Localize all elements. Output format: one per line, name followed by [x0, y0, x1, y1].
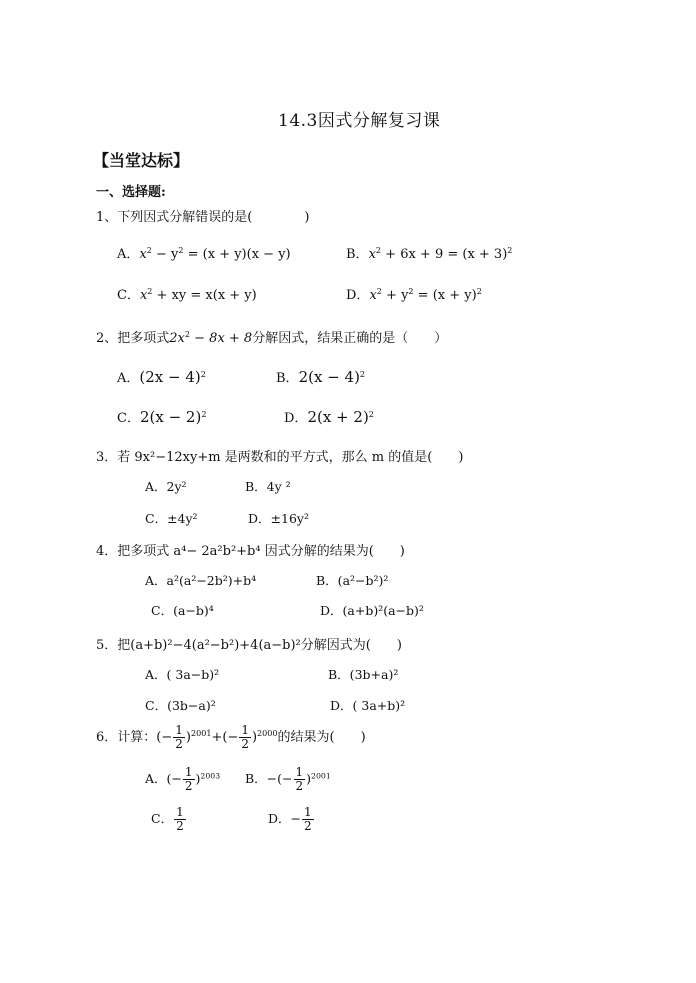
- fraction: $\frac{1}{2}$: [184, 765, 193, 793]
- question-2-stem: 2、把多项式$2x^2 - 8x + 8$分解因式，结果正确的是（ ）: [96, 330, 448, 346]
- question-2-option-d: D．$2(x + 2)^2$: [284, 408, 374, 426]
- question-4-option-a: A．a²(a²−2b²)+b⁴: [145, 573, 257, 588]
- fraction: $\frac{1}{2}$: [176, 805, 184, 833]
- fraction: $\frac{1}{2}$: [304, 805, 312, 833]
- question-1-stem: 1、下列因式分解错误的是( ): [96, 210, 310, 225]
- section-heading: 【当堂达标】: [93, 151, 190, 170]
- question-3-option-c: C．±4y²: [145, 511, 198, 526]
- question-4-option-d: D．(a+b)²(a−b)²: [320, 603, 424, 618]
- fraction: $\frac{1}{2}$: [295, 765, 304, 793]
- question-5-stem: 5．把(a+b)²−4(a²−b²)+4(a−b)²分解因式为( ): [96, 638, 402, 653]
- question-6-option-c: C． $\frac{1}{2}$: [151, 805, 184, 833]
- question-3-option-a: A．2y²: [145, 479, 187, 494]
- question-6-option-d: D．− $\frac{1}{2}$: [268, 805, 312, 833]
- question-4-option-b: B．(a²−b²)²: [316, 573, 389, 588]
- question-2-option-b: B．$2(x - 4)^2$: [276, 368, 366, 386]
- question-6-stem: 6．计算：(− $\frac{1}{2}$ )$^{2001}$+(− $\frac{1}{2}$ )$^{2000}$的结果为( ): [96, 723, 366, 751]
- question-6-option-a: A．(− $\frac{1}{2}$ )$^{2003}$: [145, 765, 221, 793]
- question-4-option-c: C．(a−b)⁴: [151, 603, 214, 618]
- question-1-option-c: C．$x^2$ + xy = x(x + y): [117, 287, 257, 303]
- fraction: $\frac{1}{2}$: [175, 723, 183, 751]
- question-1-option-a: A．$x^2 - y^2 = (x + y)(x - y)$: [117, 246, 291, 262]
- question-4-stem: 4．把多项式 a⁴− 2a²b²+b⁴ 因式分解的结果为( ): [96, 544, 405, 559]
- question-2-option-c: C．$2(x - 2)^2$: [117, 408, 207, 426]
- question-5-option-d: D．( 3a+b)²: [330, 698, 406, 713]
- part-heading: 一、选择题:: [96, 185, 166, 200]
- question-2-option-a: A．$(2x - 4)^2$: [117, 368, 206, 386]
- question-3-option-b: B．4y ²: [245, 479, 291, 494]
- question-5-option-a: A．( 3a−b)²: [145, 667, 220, 682]
- question-5-option-c: C．(3b−a)²: [145, 698, 216, 713]
- question-1-option-b: B．$x^2 + 6x + 9 = (x + 3)^2$: [346, 246, 513, 262]
- question-6-option-b: B．−(− $\frac{1}{2}$ )$^{2001}$: [245, 765, 331, 793]
- question-5-option-b: B．(3b+a)²: [328, 667, 399, 682]
- page-title: 14.3因式分解复习课: [278, 111, 441, 131]
- question-1-option-d: D．$x^2 + y^2 = (x + y)^2$: [346, 287, 482, 303]
- question-3-option-d: D．±16y²: [248, 511, 309, 526]
- fraction: $\frac{1}{2}$: [241, 723, 249, 751]
- question-3-stem: 3．若 9x²−12xy+m 是两数和的平方式，那么 m 的值是( ): [96, 450, 464, 465]
